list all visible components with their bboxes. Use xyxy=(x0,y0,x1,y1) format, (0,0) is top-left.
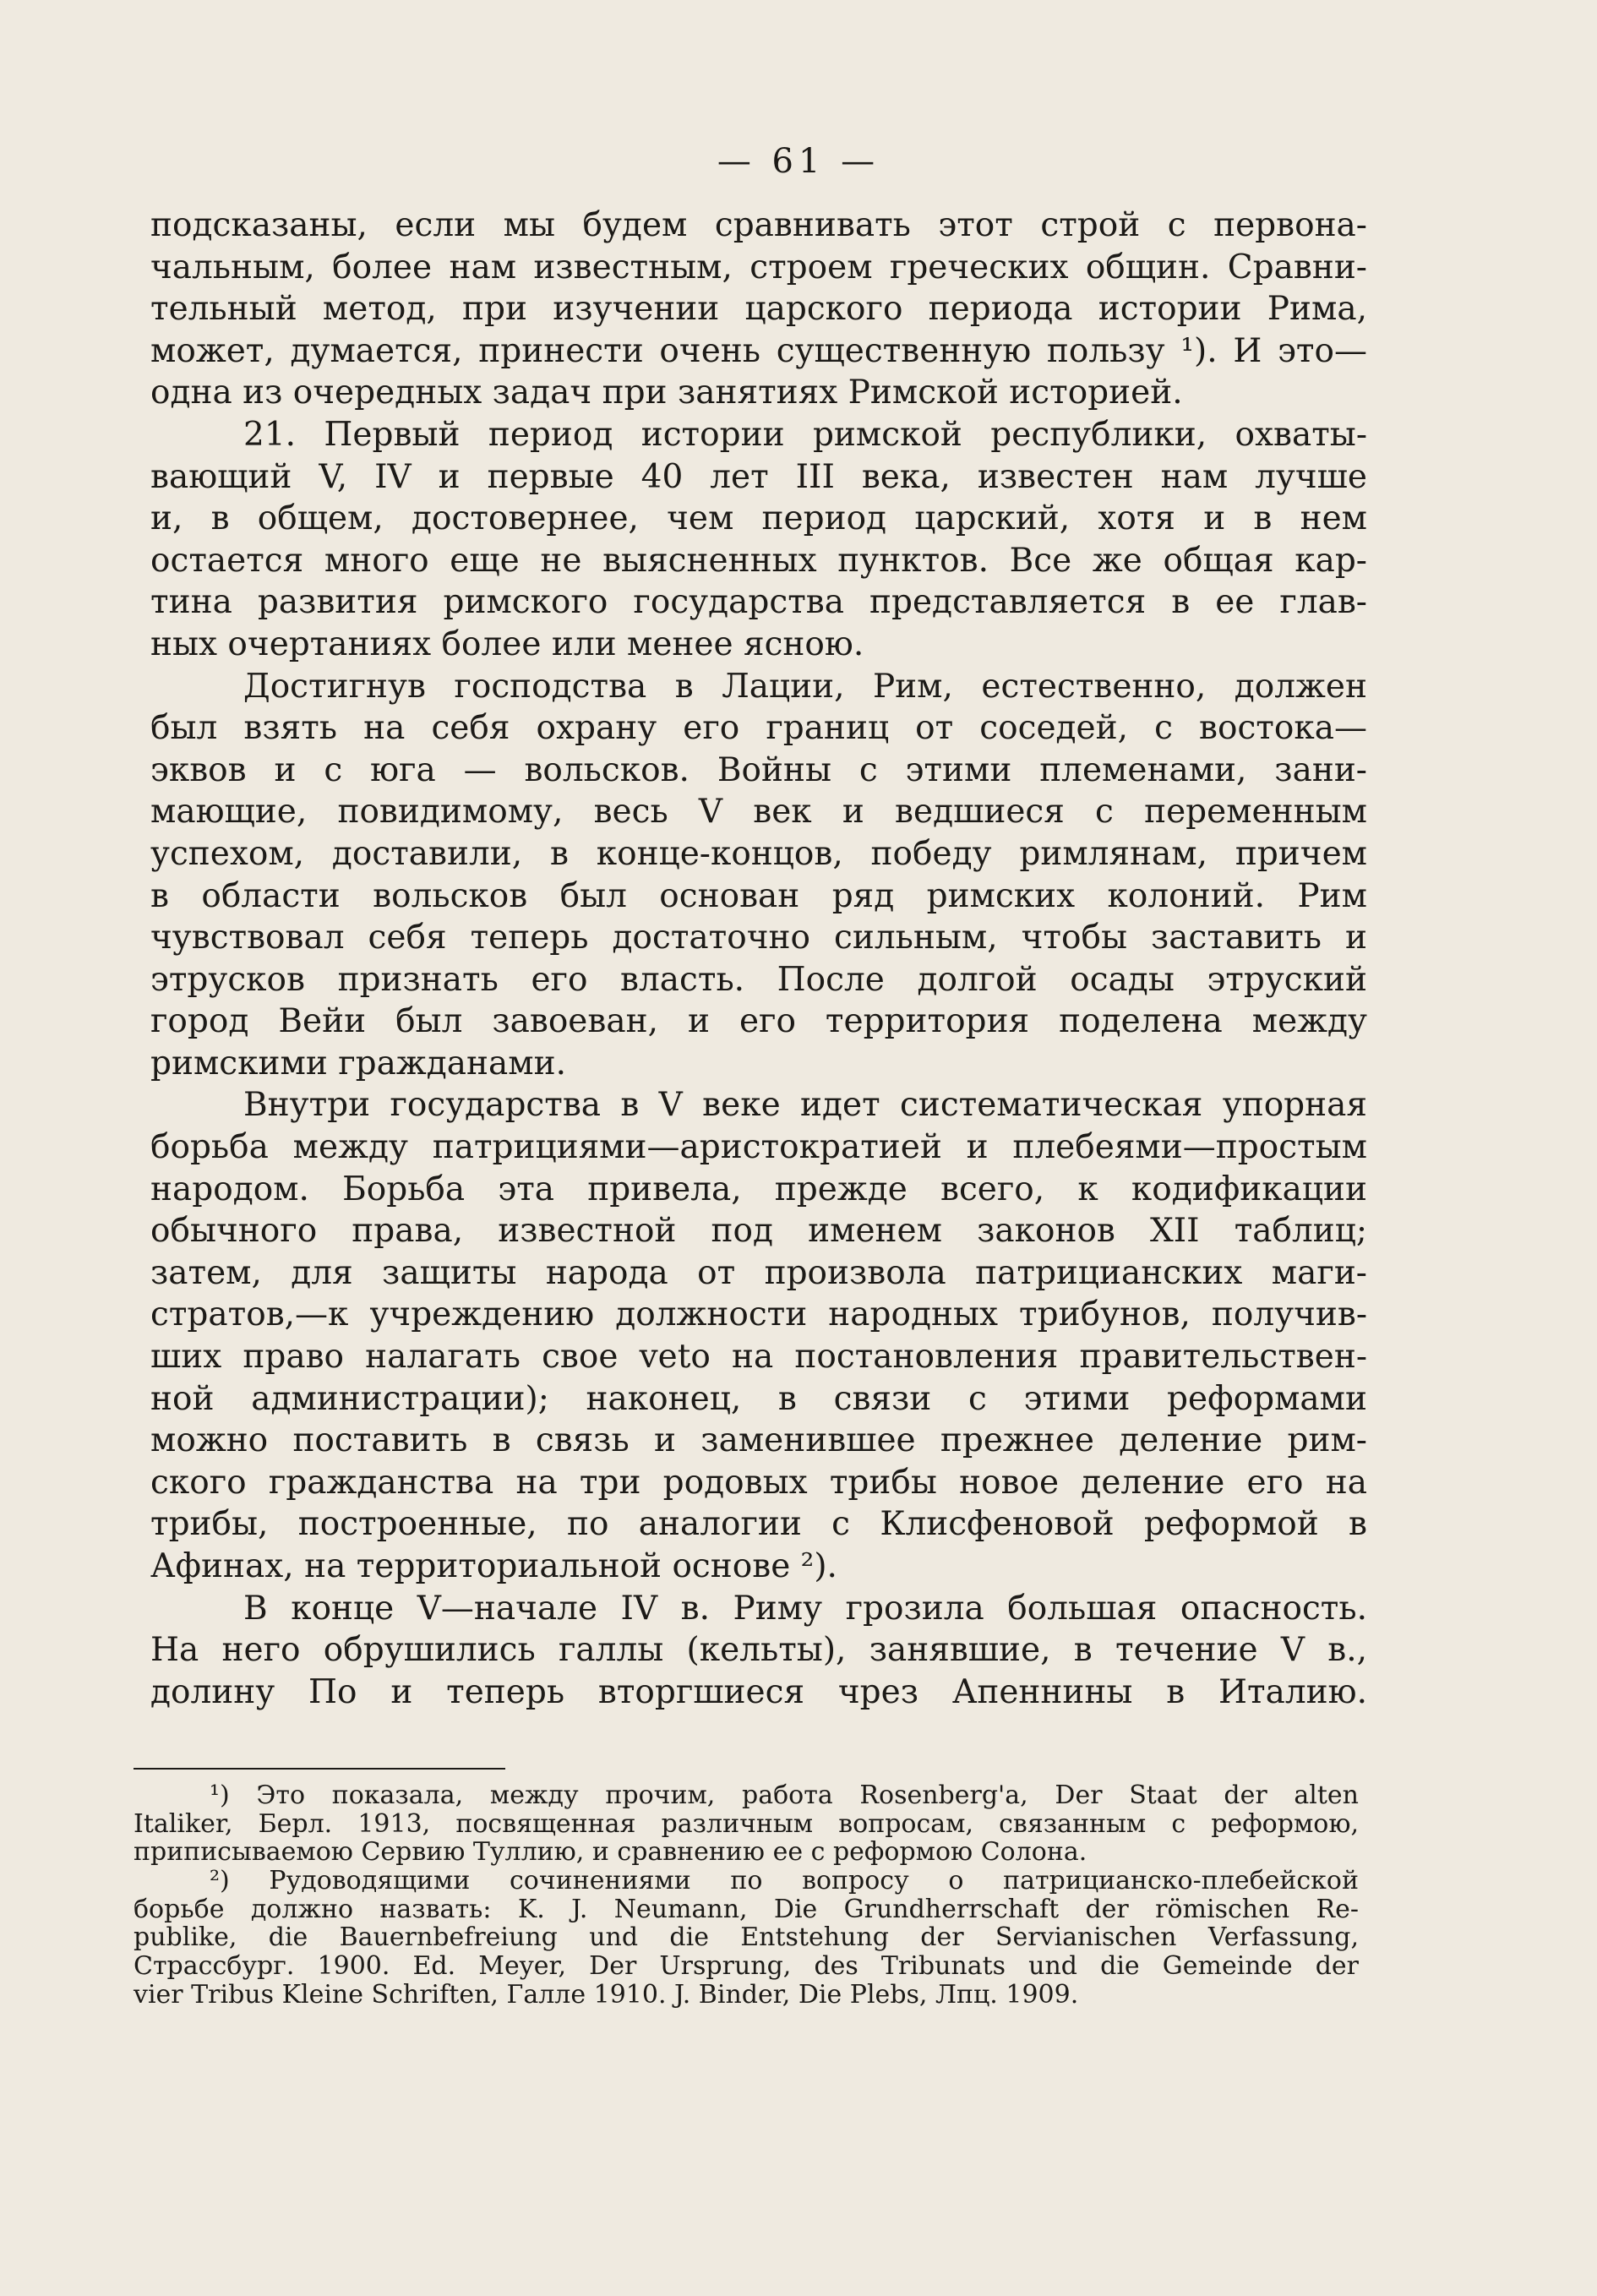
footnote-line: Страссбург. 1900. Ed. Meyer, Der Ursprung, des Tribunats und die Gemeinde der xyxy=(134,1951,1359,1982)
text-line: 21. Первый период истории римской республики, охваты- xyxy=(243,415,1367,454)
text-line: ных очертаниях более или менее ясною. xyxy=(150,624,864,663)
footnote-line: борьбе должно назвать: K. J. Neumann, Die Grundherrschaft der römischen Re- xyxy=(134,1894,1359,1924)
text-line: долину По и теперь вторгшиеся чрез Апеннины в Италию. xyxy=(150,1672,1367,1711)
text-line: можно поставить в связь и заменившее прежнее деление рим- xyxy=(150,1421,1367,1460)
footnote-line: ¹) Это показала, между прочим, работа Rosenberg'a, Der Staat der alten xyxy=(210,1781,1359,1810)
text-line: вающий V, IV и первые 40 лет III века, известен нам лучше xyxy=(150,457,1367,496)
text-line: ной администрации); наконец, в связи с этими реформами xyxy=(150,1379,1367,1418)
text-line: может, думается, принести очень существенную пользу ¹). И это— xyxy=(150,331,1367,370)
footnotes xyxy=(134,1781,1359,2010)
text-line: На него обрушились галлы (кельты), занявшие, в течение V в., xyxy=(150,1631,1367,1670)
text-line: стратов,—к учреждению должности народных трибунов, получив- xyxy=(150,1295,1367,1334)
text-line: народом. Борьба эта привела, прежде всего, к кодификации xyxy=(150,1170,1367,1208)
footnote-line: vier Tribus Kleine Schriften, Галле 1910. J. Binder, Die Plebs, Лпц. 1909. xyxy=(134,1979,1079,2010)
text-line: в области вольсков был основан ряд римских колоний. Рим xyxy=(150,876,1367,915)
text-line: В конце V—начале IV в. Риму грозила большая опасность. xyxy=(243,1589,1367,1628)
text-line: ского гражданства на три родовых трибы новое деление его на xyxy=(150,1463,1367,1502)
text-line: город Вейи был завоеван, и его территория поделена между xyxy=(150,1002,1367,1041)
text-line: этрусков признать его власть. После долгой осады этруский xyxy=(150,960,1367,999)
text-line: тельный метод, при изучении царского периода истории Рима, xyxy=(150,290,1367,329)
text-line: обычного права, известной под именем законов XII таблиц; xyxy=(150,1212,1367,1251)
text-line: остается много еще не выясненных пунктов. Все же общая кар- xyxy=(150,541,1367,580)
text-line: чувствовал себя теперь достаточно сильным, чтобы заставить и xyxy=(150,919,1367,957)
footnote-line: publike, die Bauernbefreiung und die Entstehung der Servianischen Verfassung, xyxy=(134,1922,1359,1953)
text-line: Внутри государства в V веке идет систематическая упорная xyxy=(243,1086,1367,1125)
text-line: был взять на себя охрану его границ от соседей, с востока— xyxy=(150,709,1367,748)
text-line: затем, для защиты народа от произвола патрицианских маги- xyxy=(150,1253,1367,1292)
page-number: — 61 — xyxy=(717,142,880,181)
text-line: мающие, повидимому, весь V век и ведшиеся с переменным xyxy=(150,793,1367,832)
text-line: Афинах, на территориальной основе ²). xyxy=(150,1547,837,1585)
text-line: борьба между патрициями—аристократией и плебеями—простым xyxy=(150,1128,1367,1167)
footnote-line: ²) Рудоводящими сочинениями по вопросу о патрицианско-плебейской xyxy=(210,1866,1359,1896)
footnote-line: приписываемою Сервию Туллию, и сравнению ее с реформою Солона. xyxy=(134,1837,1087,1868)
footnote-line: Italiker, Берл. 1913, посвященная различным вопросам, связанным с реформою, xyxy=(134,1808,1359,1839)
text-line: эквов и с юга — вольсков. Войны с этими племенами, зани- xyxy=(150,750,1367,789)
text-line: трибы, построенные, по аналогии с Клисфеновой реформой в xyxy=(150,1505,1367,1544)
main-text xyxy=(150,205,1367,1713)
footnote-divider xyxy=(134,1768,505,1770)
text-line: и, в общем, достовернее, чем период царский, хотя и в нем xyxy=(150,499,1367,538)
text-line: одна из очередных задач при занятиях Римской историей. xyxy=(150,374,1183,412)
text-line: ших право налагать свое veto на постановления правительствен- xyxy=(150,1338,1367,1377)
text-line: Достигнув господства в Лации, Рим, естественно, должен xyxy=(243,667,1367,706)
text-line: успехом, доставили, в конце-концов, победу римлянам, причем xyxy=(150,834,1367,873)
text-line: чальным, более нам известным, строем греческих общин. Сравни- xyxy=(150,248,1367,286)
text-line: римскими гражданами. xyxy=(150,1044,566,1083)
text-line: тина развития римского государства представляется в ее глав- xyxy=(150,583,1367,622)
text-line: подсказаны, если мы будем сравнивать этот строй с первона- xyxy=(150,206,1367,244)
